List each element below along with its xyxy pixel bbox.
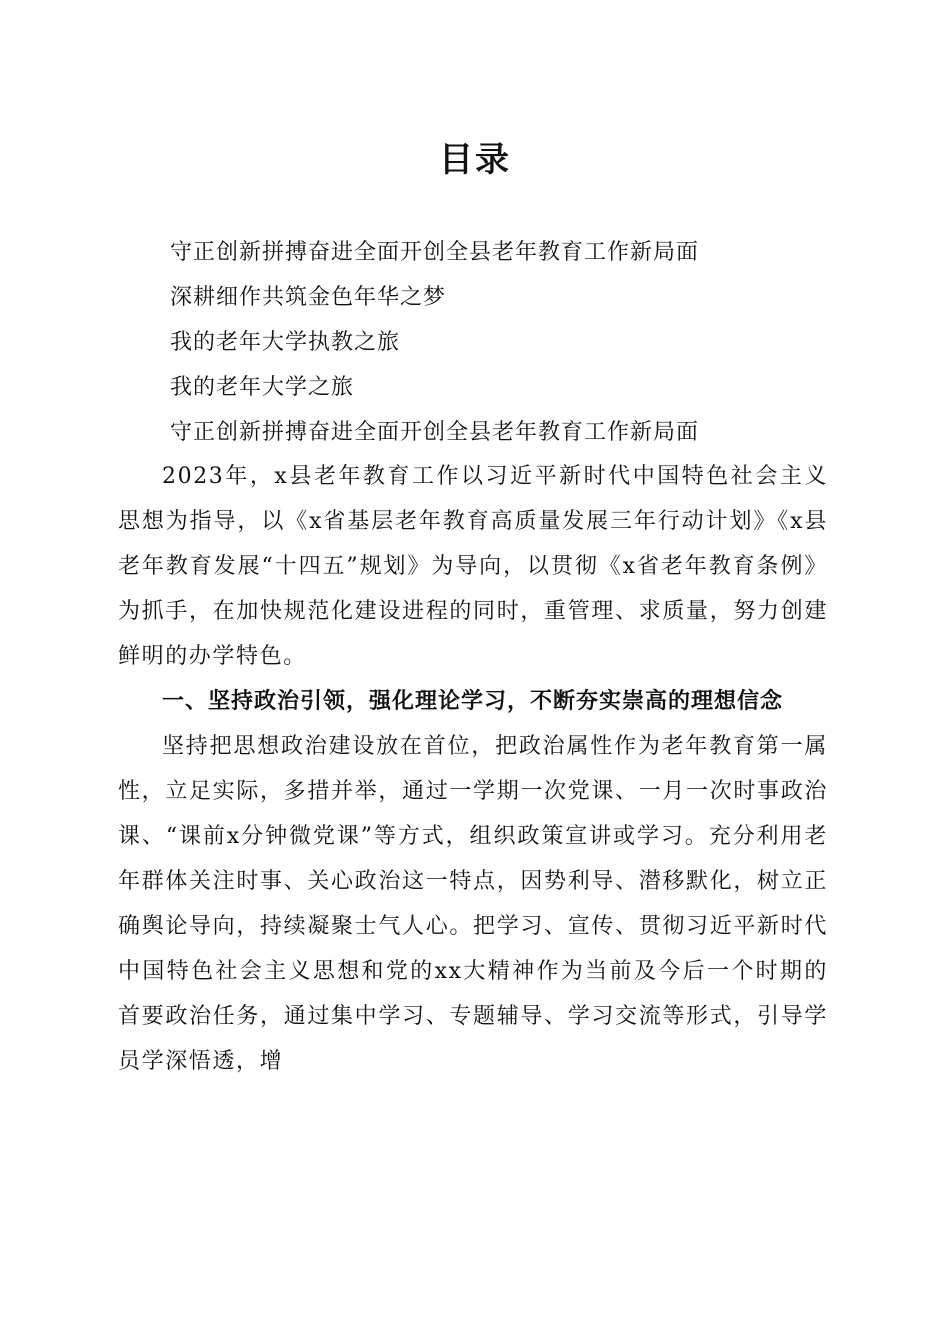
section-paragraph-1: 坚持把思想政治建设放在首位，把政治属性作为老年教育第一属性，立足实际，多措并举，通过一学期一次党课、一月一次时事政治课、“课前x分钟微党课”等方式，组织政策宣讲或学习。充分利用老年群体关注时事、关心政治这一特点，因势利导、潜移默化，树立正确舆论导向，持续凝聚士气人心。把学习、宣传、贯彻习近平新时代中国特色社会主义思想和党的xx大精神作为当前及今后一个时期的首要政治任务，通过集中学习、专题辅导、学习交流等形式，引导学员学深悟透，增 xyxy=(118,734,828,1074)
page-title: 目录 xyxy=(439,140,511,180)
toc-item-3[interactable]: 我的老年大学执教之旅 xyxy=(170,330,401,355)
body-text xyxy=(118,454,828,1084)
toc-item-2[interactable]: 深耕细作共筑金色年华之梦 xyxy=(170,285,447,310)
toc-item-4[interactable]: 我的老年大学之旅 xyxy=(170,375,355,400)
intro-paragraph: 2023年，x县老年教育工作以习近平新时代中国特色社会主义思想为指导，以《x省基层老年教育高质量发展三年行动计划》《x县老年教育发展“十四五”规划》为导向，以贯彻《x省老年教育条例》为抓手，在加快规范化建设进程的同时，重管理、求质量，努力创建鲜明的办学特色。 xyxy=(118,464,828,669)
section-heading-1: 一、坚持政治引领，强化理论学习，不断夯实崇高的理想信念 xyxy=(162,689,784,714)
toc-item-1[interactable]: 守正创新拼搏奋进全面开创全县老年教育工作新局面 xyxy=(170,240,700,265)
toc-item-5[interactable]: 守正创新拼搏奋进全面开创全县老年教育工作新局面 xyxy=(170,420,700,445)
table-of-contents xyxy=(170,230,870,455)
